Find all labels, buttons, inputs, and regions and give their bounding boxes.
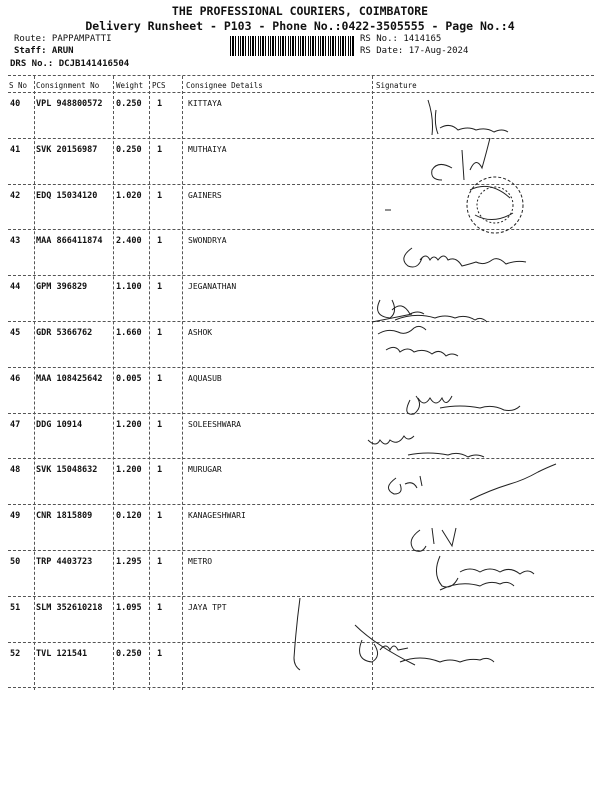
barcode-image	[230, 36, 355, 56]
row-pcs: 1	[157, 236, 163, 247]
row-pcs: 1	[157, 602, 163, 613]
row-pcs: 1	[157, 282, 163, 293]
col-weight-header: Weight	[116, 81, 144, 90]
row-pcs: 1	[157, 511, 163, 522]
runsheet-title: THE PROFESSIONAL COURIERS, COIMBATORE	[171, 4, 429, 18]
row-weight: 1.020	[116, 190, 142, 201]
row-weight: 0.005	[116, 373, 142, 384]
row-weight: 1.200	[116, 419, 142, 430]
row-separator	[8, 687, 594, 688]
row-consignee: AQUASUB	[188, 373, 222, 383]
row-consignee: SOLEESHWARA	[188, 419, 241, 429]
row-sno: 52	[10, 648, 21, 659]
row-consignment-no: SLM 352610218	[36, 602, 103, 613]
row-consignment-no: CNR 1815809	[36, 511, 93, 522]
row-consignment-no: TVL 121541	[36, 648, 88, 659]
row-consignment-no: MAA 866411874	[36, 236, 103, 247]
row-weight: 0.250	[116, 648, 142, 659]
row-sno: 51	[10, 602, 21, 613]
row-separator	[8, 367, 594, 368]
staff-label: Staff: ARUN	[14, 46, 74, 56]
row-sno: 41	[10, 144, 21, 155]
row-separator	[8, 229, 594, 230]
row-pcs: 1	[157, 99, 163, 109]
row-separator	[8, 184, 594, 185]
row-weight: 1.200	[116, 465, 142, 476]
column-divider	[149, 76, 150, 690]
row-pcs: 1	[157, 419, 163, 430]
row-sno: 46	[10, 373, 21, 384]
row-separator	[8, 275, 594, 276]
row-consignee: ASHOK	[188, 328, 213, 337]
row-consignment-no: SVK 15048632	[36, 465, 98, 476]
row-consignee: MUTHAIYA	[188, 144, 227, 154]
row-pcs: 1	[157, 465, 163, 476]
row-weight: 0.250	[116, 99, 142, 109]
row-separator	[8, 642, 594, 643]
row-consignee: METRO	[188, 557, 213, 566]
column-divider	[113, 76, 114, 690]
row-pcs: 1	[157, 144, 163, 155]
row-separator	[8, 138, 594, 139]
row-sno: 50	[10, 557, 21, 567]
row-pcs: 1	[157, 190, 163, 201]
row-consignee: KANAGESHWARI	[188, 511, 246, 521]
row-sno: 47	[10, 419, 21, 430]
row-sno: 48	[10, 465, 21, 476]
row-separator	[8, 596, 594, 597]
row-weight: 1.095	[116, 602, 142, 613]
row-weight: 0.250	[116, 144, 142, 155]
col-signature-header: Signature	[376, 81, 417, 90]
row-sno: 49	[10, 511, 21, 522]
row-sno: 44	[10, 282, 21, 293]
col-pcs-header: PCS	[152, 81, 166, 90]
row-separator	[8, 504, 594, 505]
row-weight: 1.100	[116, 282, 142, 293]
column-divider	[372, 76, 373, 690]
column-divider	[34, 76, 35, 690]
col-consignment-header: Consignment No	[36, 81, 100, 90]
row-separator	[8, 321, 594, 322]
row-consignee: GAINERS	[188, 190, 222, 200]
col-sno-header: S No	[9, 81, 28, 90]
row-sno: 40	[10, 99, 21, 109]
row-weight: 0.120	[116, 511, 142, 522]
route-label: Route: PAPPAMPATTI	[14, 34, 112, 44]
drs-number: DRS No.: DCJB141416504	[10, 59, 130, 69]
row-consignee: JAYA TPT	[188, 602, 227, 612]
row-consignment-no: GDR 5366762	[36, 328, 93, 338]
row-consignment-no: DDG 10914	[36, 419, 83, 430]
row-pcs: 1	[157, 373, 163, 384]
rs-date: RS Date: 17-Aug-2024	[360, 46, 469, 56]
row-consignee: KITTAYA	[188, 99, 222, 108]
header-rule-bottom	[8, 92, 594, 93]
row-pcs: 1	[157, 557, 163, 567]
row-consignee: MURUGAR	[188, 465, 222, 475]
rs-number: RS No.: 1414165	[360, 34, 442, 44]
column-divider	[182, 76, 183, 690]
row-consignment-no: TRP 4403723	[36, 557, 93, 567]
row-consignment-no: VPL 948800572	[36, 99, 103, 109]
row-consignment-no: SVK 20156987	[36, 144, 98, 155]
row-consignee: SWONDRYA	[188, 236, 227, 246]
row-consignment-no: EDQ 15034120	[36, 190, 98, 201]
row-separator	[8, 413, 594, 414]
row-sno: 45	[10, 328, 21, 338]
row-consignment-no: GPM 396829	[36, 282, 88, 293]
row-pcs: 1	[157, 648, 163, 659]
header-rule-top	[8, 75, 594, 76]
row-sno: 42	[10, 190, 21, 201]
runsheet-subtitle: Delivery Runsheet - P103 - Phone No.:0422-3505555 - Page No.:4	[85, 19, 515, 33]
col-consignee-header: Consignee Details	[186, 81, 263, 90]
row-pcs: 1	[157, 328, 163, 338]
row-weight: 1.295	[116, 557, 142, 567]
row-weight: 2.400	[116, 236, 142, 247]
row-consignee: JEGANATHAN	[188, 282, 237, 292]
row-separator	[8, 458, 594, 459]
row-separator	[8, 550, 594, 551]
row-sno: 43	[10, 236, 21, 247]
row-consignment-no: MAA 108425642	[36, 373, 103, 384]
row-weight: 1.660	[116, 328, 142, 338]
